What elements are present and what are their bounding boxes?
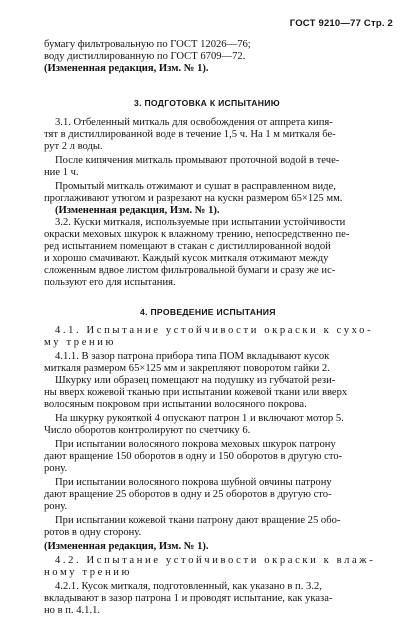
text-line: Промытый миткаль отжимают и сушат в расправленном виде, bbox=[55, 181, 336, 192]
text-line: тят в дистиллированной воде в течение 1,5 ч. На 1 м миткаля бе- bbox=[44, 129, 336, 140]
text-line: ние 1 ч. bbox=[44, 167, 79, 178]
text-line: ны вверх кожевой тканью при испытании кожевой ткани или вверх bbox=[44, 387, 348, 398]
text-line: При испытании волосяного покрова шубной овчины патрону bbox=[55, 477, 332, 488]
text-line: окраски меховых шкурок к влажному трению, непосредственно пе- bbox=[44, 229, 350, 240]
page-header: ГОСТ 9210—77 Стр. 2 bbox=[289, 18, 393, 29]
text-line: бумагу фильтровальную по ГОСТ 12026—76; bbox=[44, 39, 251, 50]
text-line: миткаля размером 65×125 мм и закрепляют поворотом гайки 2. bbox=[44, 363, 330, 374]
text-line: но в п. 4.1.1. bbox=[44, 605, 101, 616]
text-line: волосяным покровом при испытании волосяного покрова. bbox=[44, 399, 307, 410]
text-line: 4.2.1. Кусок миткаля, подготовленный, как указано в п. 3.2, bbox=[55, 581, 322, 592]
text-line: Число оборотов контролируют по счетчику 6. bbox=[44, 425, 251, 436]
subsection-title: ному трению bbox=[44, 567, 133, 578]
text-line: воду дистиллированную по ГОСТ 6709—72. bbox=[44, 51, 246, 62]
text-line: дают вращение 25 оборотов в одну и 25 оборотов в другую сто- bbox=[44, 489, 332, 500]
amendment-note: (Измененная редакция, Изм. № 1). bbox=[44, 541, 209, 552]
text-line: 4.1.1. В зазор патрона прибора типа ПОМ вкладывают кусок bbox=[55, 351, 330, 362]
text-line: рону. bbox=[44, 501, 68, 512]
text-line: проглаживают утюгом и разрезают на кускн размером 65×125 мм. bbox=[44, 193, 343, 204]
amendment-note: (Измененная редакция, Изм. № 1). bbox=[44, 63, 209, 74]
text-line: рону. bbox=[44, 463, 68, 474]
text-line: После кипячения миткаль промывают проточной водой в тече- bbox=[55, 155, 340, 166]
text-line: 3.1. Отбеленный миткаль для освобождения от аппрета кипя- bbox=[55, 117, 333, 128]
text-line: сложенным вдвое листом фильтровальной бумаги и сразу же ис- bbox=[44, 265, 336, 276]
text-line: При испытании кожевой ткани патрону дают вращение 25 обо- bbox=[55, 515, 341, 526]
text-line: Шкурку или образец помещают на подушку из губчатой рези- bbox=[55, 375, 336, 386]
text-line: вкладывают в зазор патрона 1 и проводят испытание, как указа- bbox=[44, 593, 333, 604]
text-line: ротов в одну сторону. bbox=[44, 527, 142, 538]
text-line: пользуют его для испытания. bbox=[44, 277, 176, 288]
subsection-title: 4.2. Испытание устойчивости окраски к влаж- bbox=[55, 555, 376, 566]
amendment-note: (Измененная редакция, Изм. № 1). bbox=[55, 205, 220, 216]
text-line: На шкурку рукояткой 4 опускают патрон 1 и включают мотор 5. bbox=[55, 413, 344, 424]
text-line: 3.2. Куски миткаля, используемые при испытании устойчивости bbox=[55, 217, 346, 228]
text-line: При испытании волосяного покрова меховых шкурок патрону bbox=[55, 439, 336, 450]
section-heading: 4. ПРОВЕДЕНИЕ ИСПЫТАНИЯ bbox=[140, 307, 276, 317]
text-line: рут 2 л воды. bbox=[44, 141, 103, 152]
section-heading: 3. ПОДГОТОВКА К ИСПЫТАНИЮ bbox=[134, 98, 280, 108]
text-line: и хорошо смачивают. Каждый кусок миткаля отжимают между bbox=[44, 253, 329, 264]
subsection-title: 4.1. Испытание устойчивости окраски к сухо- bbox=[55, 325, 374, 336]
subsection-title: му трению bbox=[44, 337, 117, 348]
text-line: ред испытанием помещают в стакан с дистиллированной водой bbox=[44, 241, 331, 252]
text-line: дают вращение 150 оборотов в одну и 150 оборотов в другую сто- bbox=[44, 451, 343, 462]
